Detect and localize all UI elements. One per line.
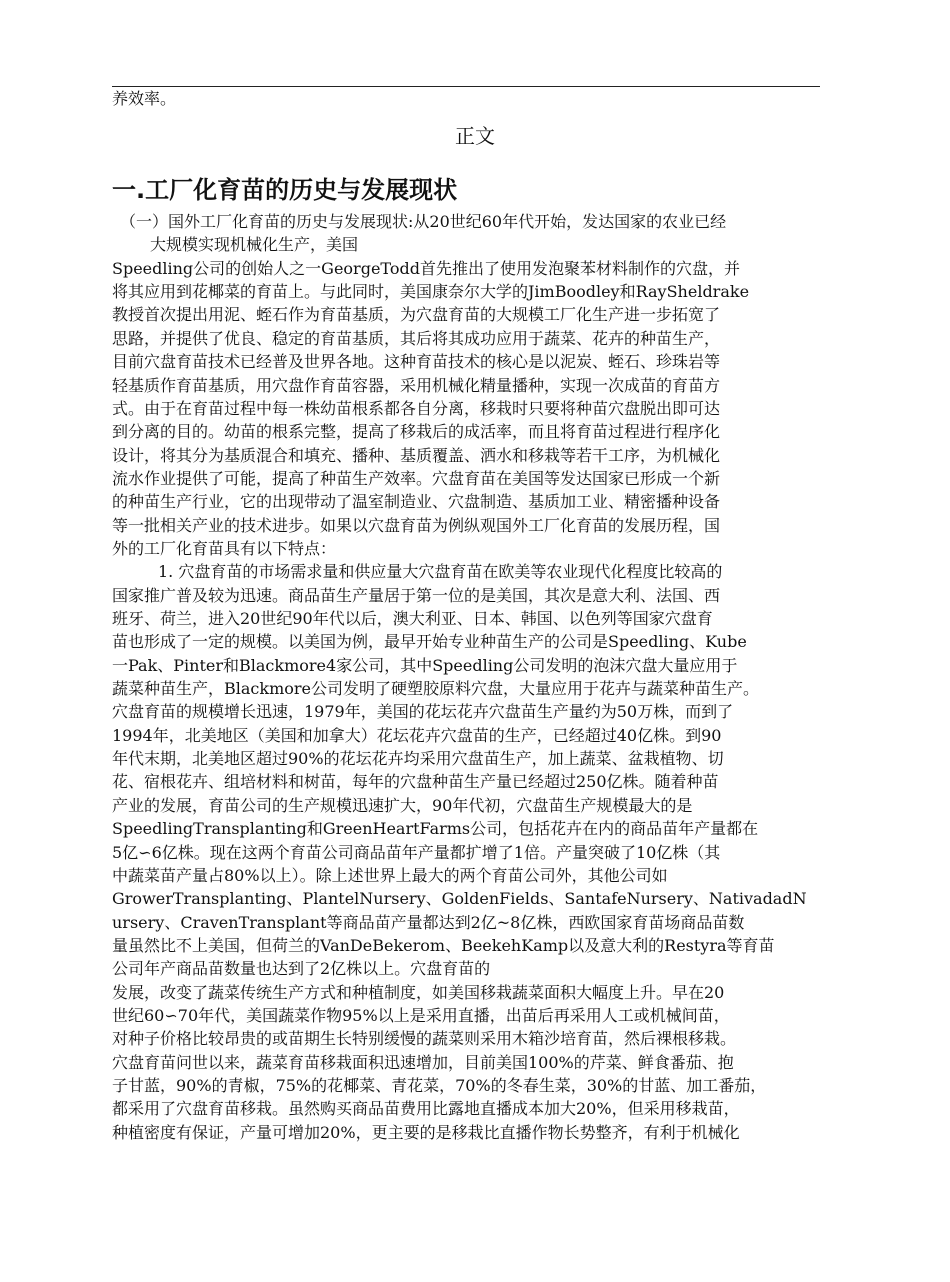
- body-line: GrowerTransplanting、PlantelNursery、GoldenFields、SantafeNursery、NativadadN: [112, 889, 807, 909]
- body-line: 式。由于在育苗过程中每一株幼苗根系都各自分离，移栽时只要将种苗穴盘脱出即可达: [112, 398, 721, 418]
- body-line: 的种苗生产行业，它的出现带动了温室制造业、穴盘制造、基质加工业、精密播种设备: [112, 492, 721, 512]
- body-line: 中蔬菜苗产量占80%以上）。除上述世界上最大的两个育苗公司外，其他公司如: [112, 865, 668, 885]
- body-line: 轻基质作育苗基质，用穴盘作育苗容器，采用机械化精量播种，实现一次成苗的育苗方: [112, 375, 721, 395]
- body-line: 1994年，北美地区（美国和加拿大）花坛花卉穴盘苗的生产，已经超过40亿株。到90: [112, 725, 722, 745]
- body-line: 等一批相关产业的技术进步。如果以穴盘育苗为例纵观国外工厂化育苗的发展历程，国: [112, 515, 721, 535]
- body-line: 产业的发展，育苗公司的生产规模迅速扩大，90年代初，穴盘苗生产规模最大的是: [112, 795, 693, 815]
- body-line: 穴盘育苗的规模增长迅速，1979年，美国的花坛花卉穴盘苗生产量约为50万株，而到了: [112, 702, 734, 722]
- body-line: 一Pak、Pinter和Blackmore4家公司，其中Speedling公司发明的泡沫穴盘大量应用于: [112, 655, 738, 675]
- body-line: 1. 穴盘育苗的市场需求量和供应量大穴盘育苗在欧美等农业现代化程度比较高的: [158, 562, 723, 582]
- body-line: 班牙、荷兰，进入20世纪90年代以后，澳大利亚、日本、韩国、以色列等国家穴盘育: [112, 609, 713, 628]
- header-rule: [112, 86, 820, 87]
- body-line: 世纪60∽70年代，美国蔬菜作物95%以上是采用直播，出苗后再采用人工或机械间苗，: [112, 1005, 730, 1025]
- body-line: SpeedlingTransplanting和GreenHeartFarms公司，包括花卉在内的商品苗年产量都在: [112, 819, 759, 839]
- body-line: 流水作业提供了可能，提高了种苗生产效率。穴盘育苗在美国等发达国家已形成一个新: [112, 468, 721, 488]
- body-line: 对种子价格比较昂贵的或苗期生长特别缓慢的蔬菜则采用木箱沙培育苗，然后裸根移栽。: [112, 1029, 737, 1049]
- top-fragment: 养效率。: [112, 89, 177, 108]
- body-line: 国家推广普及较为迅速。商品苗生产量居于第一位的是美国，其次是意大利、法国、西: [112, 585, 721, 605]
- body-line: 公司年产商品苗数量也达到了2亿株以上。穴盘育苗的: [112, 959, 491, 979]
- body-line: 到分离的目的。幼苗的根系完整，提高了移栽后的成活率，而且将育苗过程进行程序化: [112, 422, 721, 442]
- body-line: ursery、CravenTransplant等商品苗产量都达到2亿~8亿株，西欧国家育苗场商品苗数: [112, 912, 745, 932]
- body-line: 量虽然比不上美国，但荷兰的VanDeBekerom、BeekehKamp以及意大利的Restyra等育苗: [112, 935, 775, 955]
- body-line: （一）国外工厂化育苗的历史与发展现状:从20世纪60年代开始，发达国家的农业已经: [120, 212, 727, 231]
- body-line: 思路，并提供了优良、稳定的育苗基质，其后将其成功应用于蔬菜、花卉的种苗生产，: [112, 328, 721, 348]
- body-line: 都采用了穴盘育苗移栽。虽然购买商品苗费用比露地直播成本加大20%，但采用移栽苗，: [112, 1099, 740, 1119]
- body-line: 大规模实现机械化生产，美国: [150, 235, 359, 255]
- section-title: 正文: [455, 124, 495, 148]
- body-line: 蔬菜种苗生产，Blackmore公司发明了硬塑胶原料穴盘，大量应用于花卉与蔬菜种苗生产。: [112, 679, 759, 698]
- body-line: 外的工厂化育苗具有以下特点：: [112, 538, 337, 558]
- body-line: Speedling公司的创始人之一GeorgeTodd首先推出了使用发泡聚苯材料制作的穴盘，并: [112, 258, 740, 278]
- body-line: 种植密度有保证，产量可增加20%，更主要的是移栽比直播作物长势整齐，有利于机械化: [112, 1122, 740, 1142]
- body-line: 教授首次提出用泥、蛭石作为育苗基质，为穴盘育苗的大规模工厂化生产进一步拓宽了: [112, 305, 721, 325]
- body-line: 苗也形成了一定的规模。以美国为例，最早开始专业种苗生产的公司是Speedling、Kube: [112, 632, 747, 652]
- body-line: 年代末期，北美地区超过90%的花坛花卉均采用穴盘苗生产，加上蔬菜、盆栽植物、切: [112, 749, 724, 769]
- body-line: 花、宿根花卉、组培材料和树苗，每年的穴盘种苗生产量已经超过250亿株。随着种苗: [112, 772, 719, 792]
- body-line: 穴盘育苗问世以来，蔬菜育苗移栽面积迅速增加，目前美国100%的芹菜、鲜食番茄、抱: [112, 1052, 734, 1072]
- heading-1: 一.工厂化育苗的历史与发展现状: [112, 176, 458, 204]
- body-line: 设计，将其分为基质混合和填充、播种、基质覆盖、洒水和移栽等若干工序，为机械化: [112, 445, 721, 465]
- body-line: 发展，改变了蔬菜传统生产方式和种植制度，如美国移栽蔬菜面积大幅度上升。早在20: [112, 982, 725, 1002]
- body-line: 子甘蓝，90%的青椒，75%的花椰菜、青花菜，70%的冬春生菜，30%的甘蓝、加工番茄，: [112, 1076, 767, 1095]
- body-line: 将其应用到花椰菜的育苗上。与此同时，美国康奈尔大学的JimBoodley和RaySheldrake: [112, 282, 750, 302]
- body-line: 5亿∽6亿株。现在这两个育苗公司商品苗年产量都扩增了1倍。产量突破了10亿株（其: [112, 842, 721, 862]
- body-line: 目前穴盘育苗技术已经普及世界各地。这种育苗技术的核心是以泥炭、蛭石、珍珠岩等: [112, 352, 721, 372]
